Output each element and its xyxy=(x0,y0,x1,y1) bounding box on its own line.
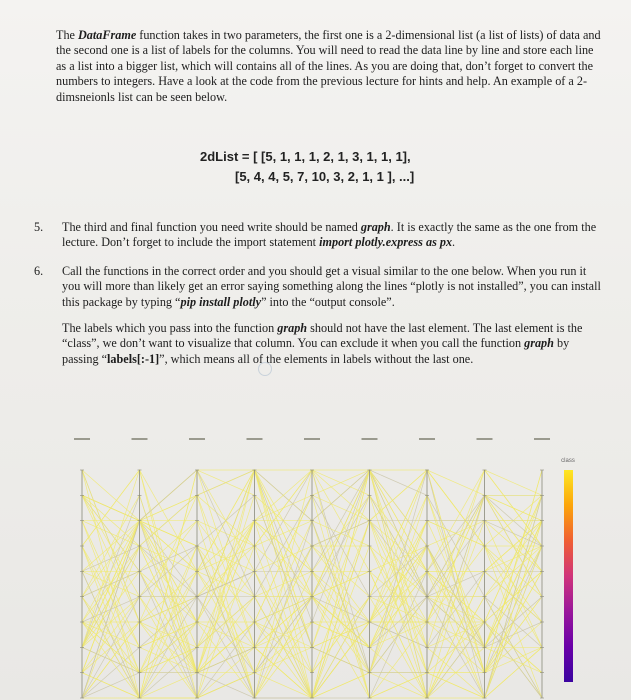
axis-header xyxy=(304,438,320,440)
list-item-text: The third and final function you need write should be named graph. It is exactly the same as the one from the lecture. Don’t forget to include the import statement import plotly.express as px. xyxy=(62,220,597,250)
colorbar xyxy=(564,470,573,682)
axis-header xyxy=(362,438,378,440)
intro-paragraph: The DataFrame function takes in two parameters, the first one is a 2-dimensional list (a list of lists) of data and the second one is a list of labels for the columns. You will need to read the data line by line and store each line as a list into a bigger list, which will contains all of the lines. As you are doing that, don’t forget to convert the numbers to integers. Have a look at the code from the previous lecture for hints and help. An example of a 2-dimsneionls list can be seen below. xyxy=(56,28,601,104)
code-line-1: 2dList = [ [5, 1, 1, 1, 2, 1, 3, 1, 1, 1], xyxy=(200,149,411,164)
axis-header xyxy=(132,438,148,440)
parallel-coordinates-svg xyxy=(62,430,582,700)
axis-header xyxy=(247,438,263,440)
list-item-text: Call the functions in the correct order and you should get a visual similar to the one below. When you run it you will more than likely get an error saying something along the lines “plotly is not installed”, you can install this package by typing “pip install plotly” into the “output console”. xyxy=(62,264,601,309)
list-item-5 xyxy=(34,220,604,251)
colorbar-title: class xyxy=(561,458,575,464)
dataframe-term: DataFrame xyxy=(78,28,137,42)
code-example xyxy=(200,147,414,187)
parallel-coordinates-plot xyxy=(62,430,582,700)
axis-header xyxy=(534,438,550,440)
list-number: 5. xyxy=(34,220,44,234)
axis-header xyxy=(419,438,435,440)
list-number: 6. xyxy=(34,264,44,278)
list-item-6 xyxy=(34,264,604,310)
labels-paragraph: The labels which you pass into the function graph should not have the last element. The last element is the “class”, we don’t want to visualize that column. You can exclude it when you call the function graph by passing “labels[:-1]”, which means all of the elements in labels without the last one. xyxy=(62,321,583,366)
axis-header xyxy=(477,438,493,440)
loading-ring-icon xyxy=(258,362,272,376)
axis-header xyxy=(189,438,205,440)
axis-header xyxy=(74,438,90,440)
code-line-2: [5, 4, 4, 5, 7, 10, 3, 2, 1, 1 ], ...] xyxy=(235,169,415,184)
